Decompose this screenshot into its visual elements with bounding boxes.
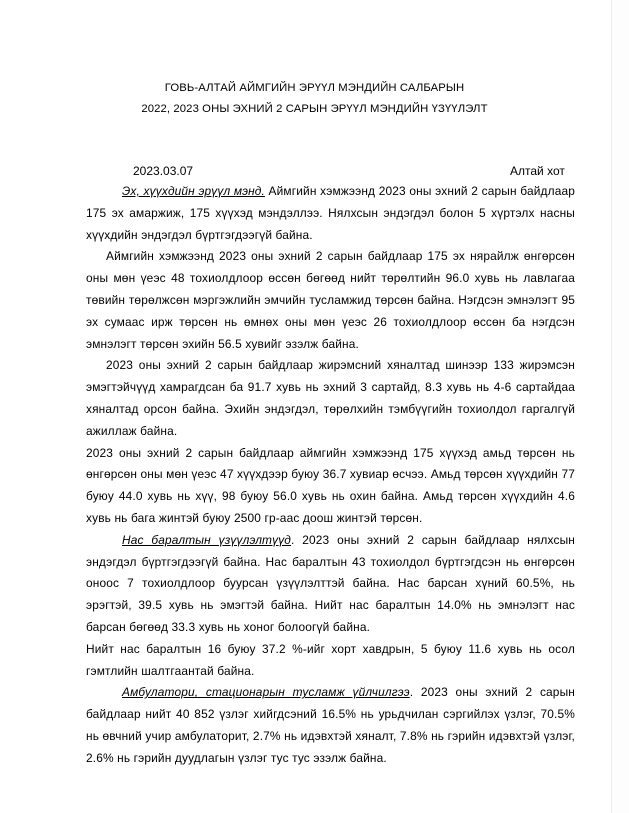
maternal-paragraph-3: 2023 оны эхний 2 сарын байдлаар жирэмсний хяналтад шинээр 133 жирэмсэн эмэгтэйчүүд хамрагдсан ба 91.7 хувь нь эхний 3 сартайд, 8.3 хувь нь 4-6 сартайдаа хяналтад орсон байна. Эхийн эндэгдэл, төрөлхийн тэмбүүгийн тохиолдол гаргалгүй ажиллаж байна. <box>86 358 575 438</box>
maternal-paragraph-2: Аймгийн хэмжээнд 2023 оны эхний 2 сарын байдлаар 175 эх нярайлж өнгөрсөн оны мөн үеэс 48 тохиолдлоор өссөн бөгөөд нийт төрөлтийн 96.0 хувь нь лавлагаа төвийн төрөлжсөн мэргэжлийн эмчийн тусламжид төрсөн байна. Нэгдсэн эмнэлэгт 95 эх сумаас ирж төрсөн нь өмнөх оны мөн үеэс 26 тохиолдлоор өссөн ба нэгдсэн эмнэлэгт төрсөн эхийн 56.5 хувийг эзэлж байна. <box>86 249 575 351</box>
document-title-line1: ГОВЬ-АЛТАЙ АЙМГИЙН ЭРҮҮЛ МЭНДИЙН САЛБАРЫН <box>164 82 465 94</box>
maternal-paragraph-4: 2023 оны эхний 2 сарын байдлаар аймгийн хэмжээнд 175 хүүхэд амьд төрсөн нь өнгөрсөн оны мөн үеэс 47 хүүхдээр буюу 36.7 хувиар өсчээ. Амьд төрсөн хүүхдийн 77 буюу 44.0 хувь нь хүү, 98 буюу 56.0 хувь нь охин байна. Амьд төрсөн хүүхдийн 4.6 хувь нь бага жинтэй буюу 2500 гр-аас доош жинтэй төрсөн. <box>86 445 575 525</box>
mortality-paragraph-1 <box>86 530 575 639</box>
maternal-heading: Эх, хүүхдийн эрүүл мэнд. <box>122 184 265 198</box>
maternal-paragraph-1 <box>86 181 575 246</box>
document-place: Алтай хот <box>510 164 565 178</box>
outpatient-paragraph-1-text: . 2023 оны эхний 2 сарын байдлаар нийт 40 852 үзлэг хийгдсэний 16.5% нь урьдчилан сэргийлэх үзлэг, 70.5% нь өвчний учир амбулаторит, 2.7% нь идэвхтэй хяналт, 7.8% нь гэрийн идэвхтэй үзлэг, 2.6% нь гэрийн дуудлагын үзлэг тус тус эзэлж байна. <box>86 685 575 765</box>
maternal-paragraph-1-text: Аймгийн хэмжээнд 2023 оны эхний 2 сарын байдлаар 175 эх амаржиж, 175 хүүхэд мэндэллээ. Нялхсын эндэгдэл болон 5 хүртэлх насны хүүхдийн эндэгдэл бүртгэгдээгүй байна. <box>86 184 575 242</box>
mortality-paragraph-1-text: . 2023 оны эхний 2 сарын байдлаар нялхсын эндэгдэл бүртгэгдээгүй байна. Нас баралтын 43 тохиолдол бүртгэгдсэн нь өнгөрсөн оноос 7 тохиолдлоор буурсан үзүүлэлттэй байна. Нас барсан хүний 60.5%, нь эрэгтэй, 39.5 хувь нь эмэгтэй байна. Нийт нас баралтын 14.0% нь эмнэлэгт нас барсан бөгөөд 33.3 хувь нь хоног болоогүй байна. <box>86 532 575 634</box>
outpatient-paragraph-1 <box>86 682 575 769</box>
outpatient-heading: Амбулатори, стационарын тусламж үйлчилгээ <box>122 685 410 700</box>
document-date: 2023.03.07 <box>133 164 194 178</box>
document-title-line2: 2022, 2023 ОНЫ ЭХНИЙ 2 САРЫН ЭРҮҮЛ МЭНДИЙН ҮЗҮҮЛЭЛТ <box>141 103 488 115</box>
page-edge <box>611 0 629 813</box>
mortality-paragraph-2: Нийт нас баралтын 16 буюу 37.2 %-ийг хорт хавдрын, 5 буюу 11.6 хувь нь осол гэмтлийн шалтгаантай байна. <box>86 641 575 678</box>
document-body <box>86 181 575 770</box>
mortality-heading: Нас баралтын үзүүлэлтүүд <box>122 532 292 547</box>
